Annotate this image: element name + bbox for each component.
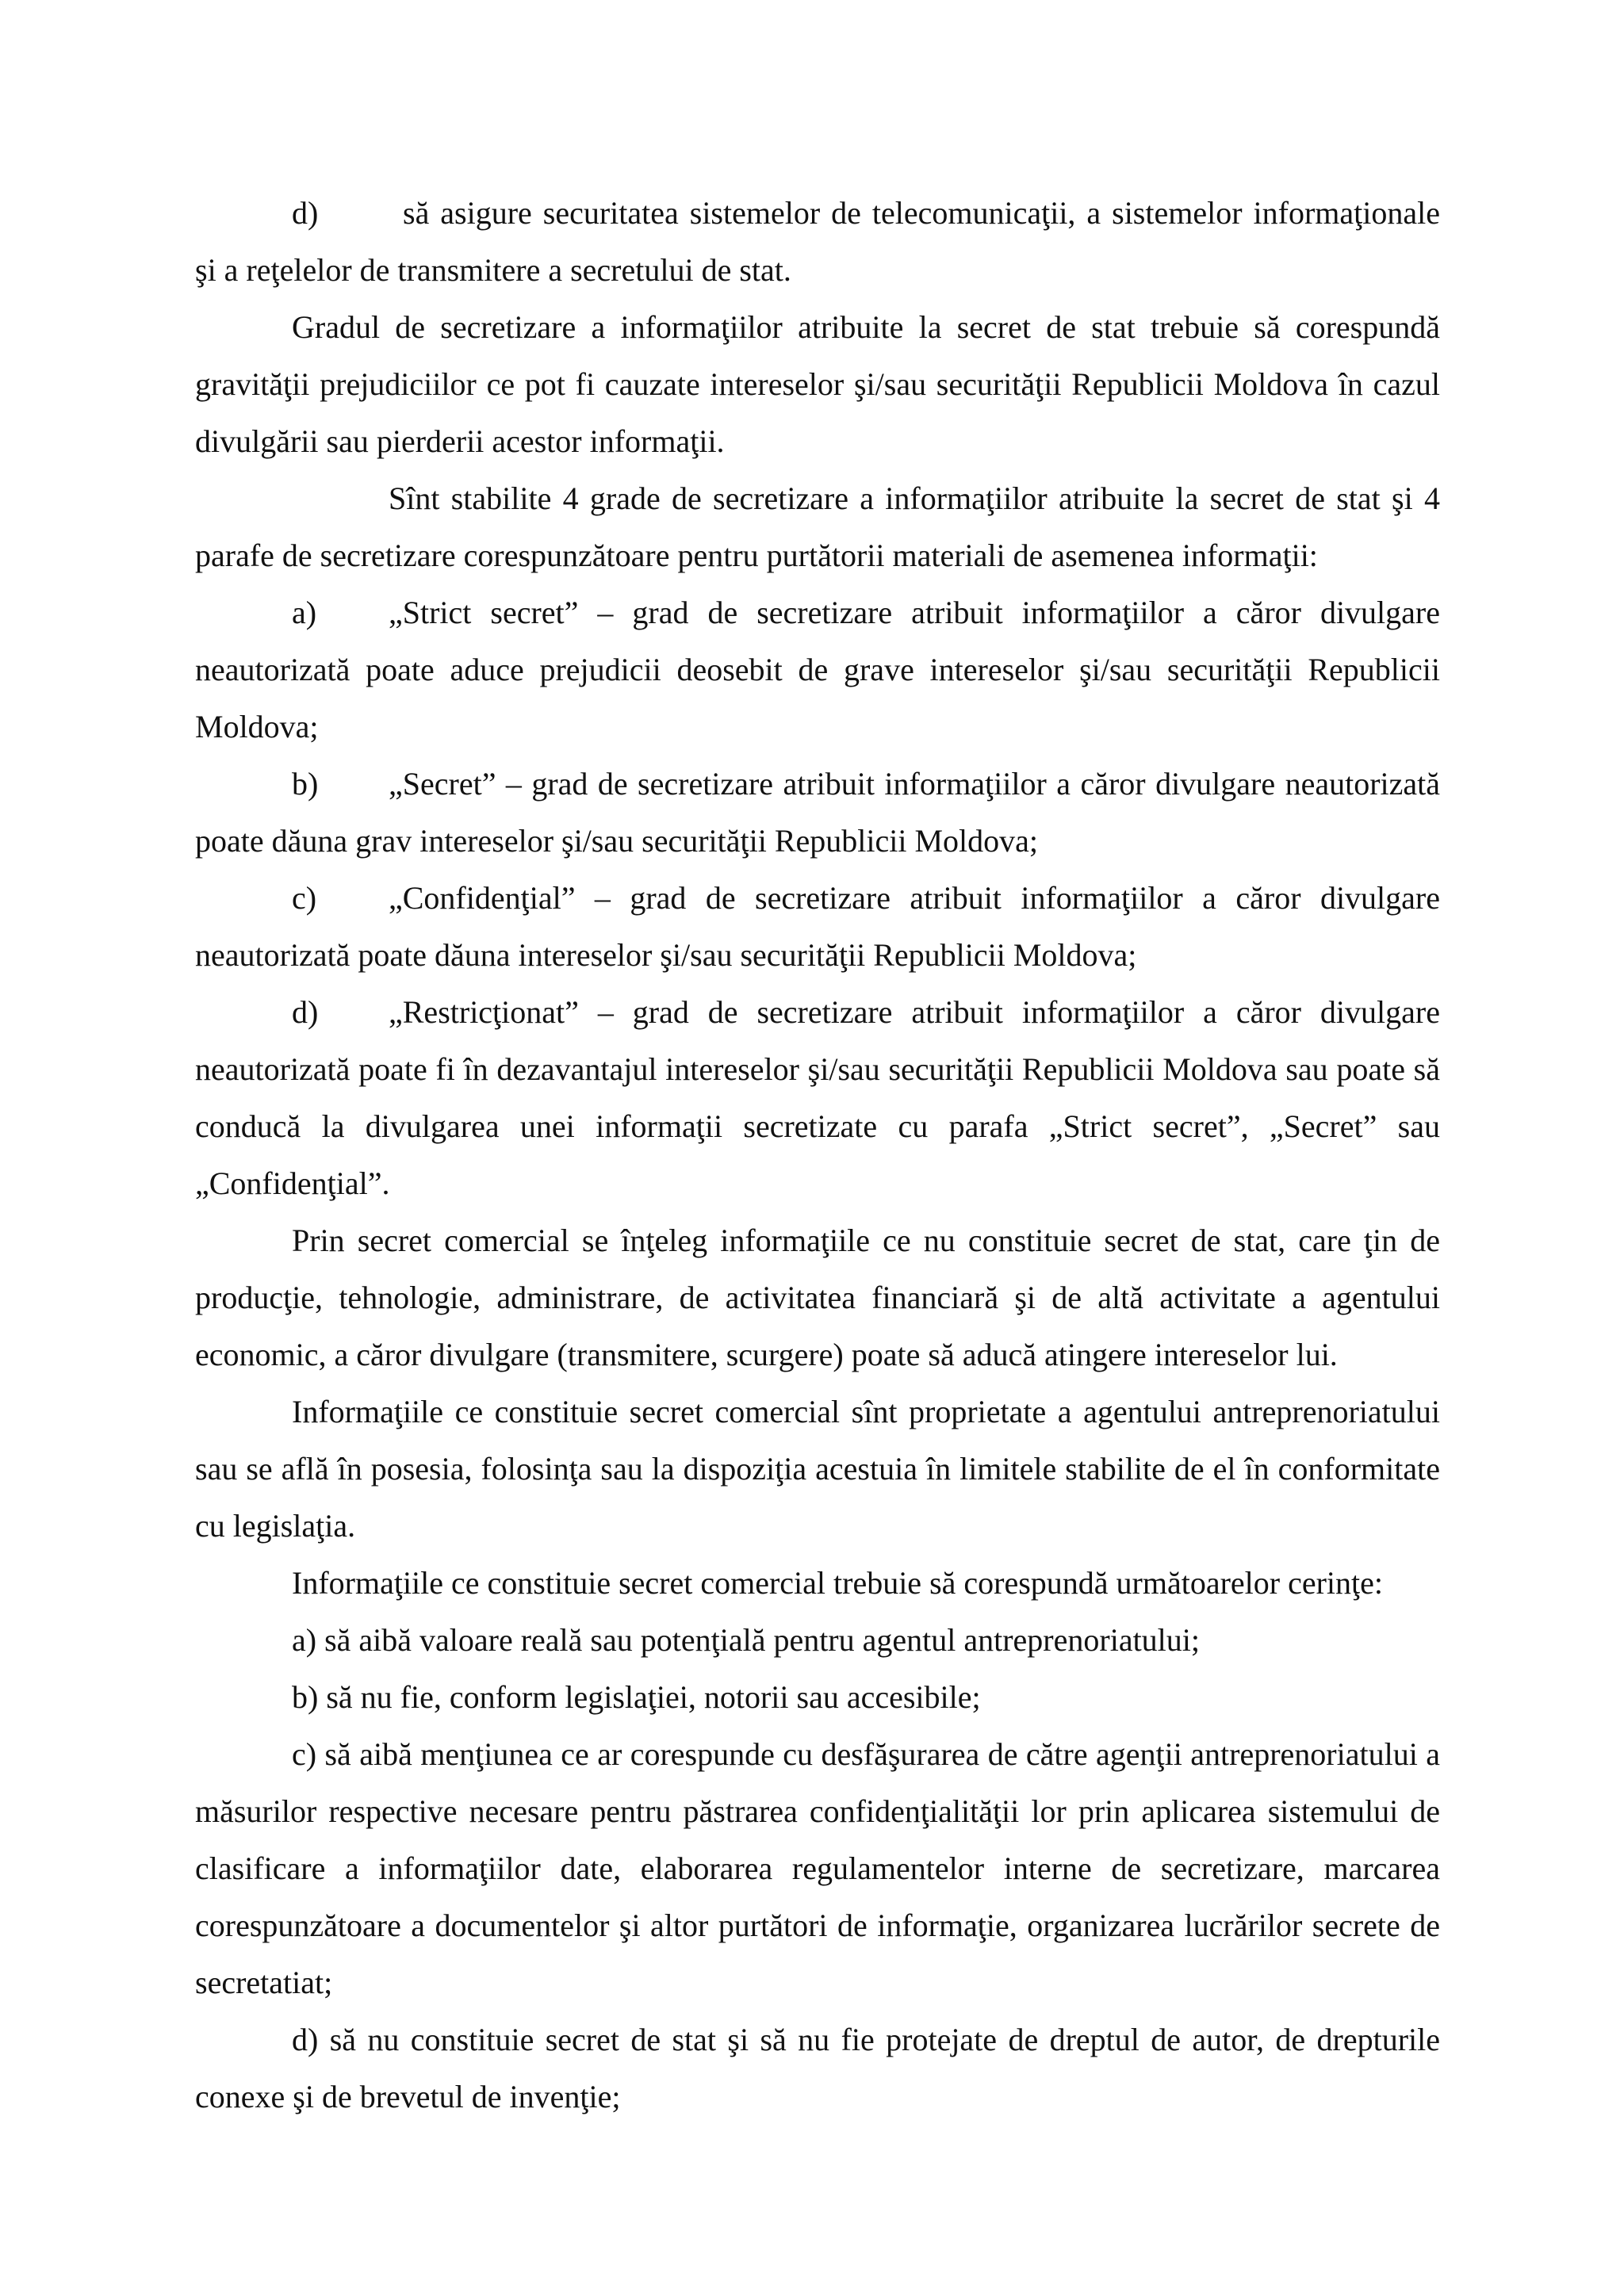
- list-marker: d): [292, 994, 319, 1030]
- document-page: [195, 185, 1440, 2126]
- paragraph-four-degrees: Sînt stabilite 4 grade de secretizare a informaţiilor atribuite la secret de stat şi 4 parafe de secretizare corespunzătoare pentru purtătorii materiali de asemenea informaţii:: [195, 480, 1440, 573]
- paragraph-item-d-security: [195, 185, 1440, 299]
- paragraph-text: să asigure securitatea sistemelor de telecomunicaţii, a sistemelor informaţionale şi a reţelelor de transmitere a secretului de stat.: [195, 195, 1440, 288]
- paragraph-requirement-b: b) să nu fie, conform legislaţiei, notorii sau accesibile;: [292, 1679, 981, 1715]
- paragraph-item-d-restricted: [195, 984, 1440, 1212]
- paragraph-item-a-strict-secret: [195, 584, 1440, 756]
- paragraph-text: „Secret” – grad de secretizare atribuit informaţiilor a căror divulgare neautorizată poate dăuna grav intereselor şi/sau securităţii Republicii Moldova;: [195, 766, 1440, 859]
- paragraph-secrecy-degree: Gradul de secretizare a informaţiilor atribuite la secret de stat trebuie să corespundă gravităţii prejudiciilor ce pot fi cauzate intereselor şi/sau securităţii Republicii Moldova în cazul divulgării sau pierderii acestor informaţii.: [195, 309, 1440, 459]
- paragraph-requirement-a: a) să aibă valoare reală sau potenţială pentru agentul antreprenoriatului;: [292, 1622, 1201, 1658]
- list-marker: c): [292, 880, 317, 916]
- paragraph-text: „Confidenţial” – grad de secretizare atribuit informaţiilor a căror divulgare neautorizată poate dăuna intereselor şi/sau securităţii Republicii Moldova;: [195, 880, 1440, 973]
- paragraph-commercial-secret-definition: Prin secret comercial se înţeleg informaţiile ce nu constituie secret de stat, care ţin de producţie, tehnologie, administrare, de activitatea financiară şi de altă activitate a agentului economic, a căror divulgare (transmitere, scurgere) poate să aducă atingere intereselor lui.: [195, 1223, 1440, 1372]
- paragraph-item-c-confidential: [195, 870, 1440, 984]
- paragraph-requirements-intro: Informaţiile ce constituie secret comercial trebuie să corespundă următoarelor cerinţe:: [292, 1565, 1384, 1601]
- paragraph-text: „Strict secret” – grad de secretizare atribuit informaţiilor a căror divulgare neautorizată poate aduce prejudicii deosebit de grave intereselor şi/sau securităţii Republicii Moldova;: [195, 595, 1440, 744]
- list-marker: d): [292, 195, 319, 231]
- paragraph-requirement-d: d) să nu constituie secret de stat şi să nu fie protejate de dreptul de autor, de drepturile conexe şi de brevetul de invenţie;: [195, 2022, 1440, 2114]
- list-marker: a): [292, 595, 317, 630]
- paragraph-commercial-secret-ownership: Informaţiile ce constituie secret comercial sînt proprietate a agentului antreprenoriatului sau se află în posesia, folosinţa sau la dispoziţia acestuia în limitele stabilite de el în conformitate cu legislaţia.: [195, 1394, 1440, 1544]
- paragraph-text: „Restricţionat” – grad de secretizare atribuit informaţiilor a căror divulgare neautorizată poate fi în dezavantajul intereselor şi/sau securităţii Republicii Moldova sau poate să conducă la divulgarea unei informaţii secretizate cu parafa „Strict secret”, „Secret” sau „Confidenţial”.: [195, 994, 1440, 1201]
- paragraph-requirement-c: c) să aibă menţiunea ce ar corespunde cu desfăşurarea de către agenţii antreprenoriatului a măsurilor respective necesare pentru păstrarea confidenţialităţii lor prin aplicarea sistemului de clasificare a informaţiilor date, elaborarea regulamentelor interne de secretizare, marcarea corespunzătoare a documentelor şi altor purtători de informaţie, organizarea lucrărilor secrete de secretatiat;: [195, 1736, 1440, 2000]
- paragraph-item-b-secret: [195, 756, 1440, 870]
- list-marker: b): [292, 766, 319, 802]
